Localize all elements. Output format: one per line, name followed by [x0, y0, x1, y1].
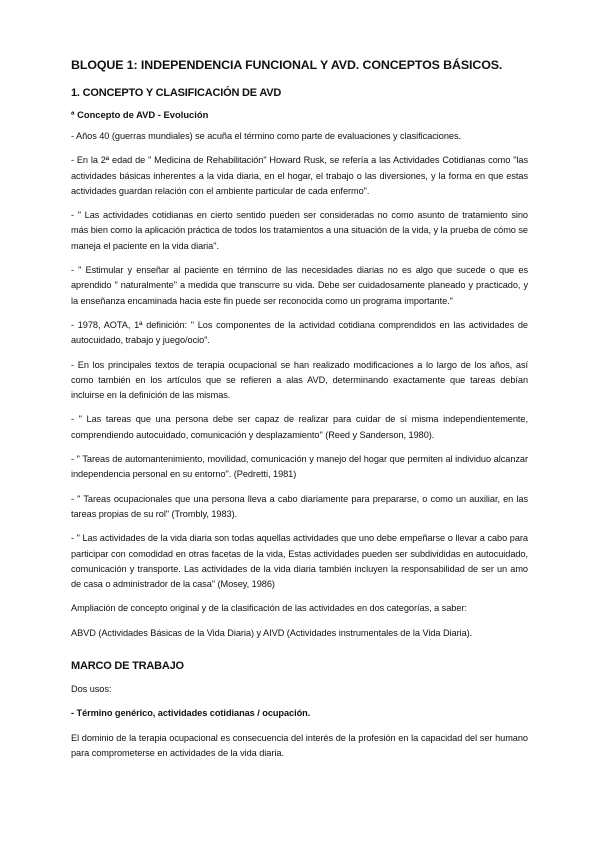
section-heading-concepto: 1. CONCEPTO Y CLASIFICACIÓN DE AVD: [71, 87, 282, 99]
paragraph: - " Tareas de automantenimiento, movilidad, comunicación y manejo del hogar que permiten al individuo alcanzar independencia personal en su entorno". (Pedretti, 1981): [71, 454, 528, 480]
paragraph: - " Las actividades cotidianas en cierto sentido pueden ser consideradas no como asunto de tratamiento sino más bien como la aplicación práctica de todos los tratamientos a una situación de la vida, y la prueba de cómo se maneja el paciente en la vida diaria".: [71, 210, 528, 251]
paragraph: - En los principales textos de terapia ocupacional se han realizado modificaciones a lo largo de los años, así como también en los artículos que se refieren a alas AVD, determinando exactamente que tareas debían incluirse en la definición de las mismas.: [71, 359, 528, 401]
paragraph: - En la 2ª edad de " Medicina de Rehabilitación" Howard Rusk, se refería a las Actividades Cotidianas como "las actividades básicas inherentes a la vida diaria, en el hogar, el trabajo o las diversiones, y la forma en que estas actividades guardan relación con el ambiente particular de cada enfermo".: [71, 155, 528, 196]
paragraph: - 1978, AOTA, 1ª definición: " Los componentes de la actividad cotidiana comprendidos en las actividades de autocuidado, trabajo y juego/ocio".: [71, 319, 528, 346]
subsection-heading-evolucion: ª Concepto de AVD - Evolución: [71, 109, 209, 120]
paragraph: - " Las actividades de la vida diaria son todas aquellas actividades que uno debe empeñarse o llevar a cabo para participar con comodidad en otras facetas de la vida, Estas actividades pueden ser subdivididas en autocuidado, comunicación y transporte. Las actividades de la vida diaria también incluyen la responsabilidad de ser un amo de casa o administrador de la casa" (Mosey, 1986): [71, 533, 528, 590]
section-heading-marco: MARCO DE TRABAJO: [71, 660, 184, 673]
paragraph: - Años 40 (guerras mundiales) se acuña el término como parte de evaluaciones y clasificaciones.: [71, 131, 462, 141]
paragraph: - " Estimular y enseñar al paciente en término de las necesidades diarias no es algo que sucede o que es aprendido " naturalmente" a medida que transcurre su vida. Debe ser cuidadosamente planeado y practicado, y la enseñanza encaminada hacia este fin puede ser reconocida como un programa importante.": [71, 265, 528, 306]
section-intro: Dos usos:: [71, 684, 112, 695]
paragraph: Ampliación de concepto original y de la clasificación de las actividades en dos categorías, a saber:: [71, 603, 467, 614]
paragraph: - " Las tareas que una persona debe ser capaz de realizar para cuidar de sí misma independientemente, comprendiendo autocuidado, comunicación y desplazamiento" (Reed y Sanderson, 1980).: [71, 414, 528, 440]
document-title: BLOQUE 1: INDEPENDENCIA FUNCIONAL Y AVD. CONCEPTOS BÁSICOS.: [71, 58, 503, 72]
paragraph: El dominio de la terapia ocupacional es consecuencia del interés de la profesión en la capacidad del ser humano para comprometerse en actividades de la vida diaria.: [71, 732, 528, 758]
paragraph: - " Tareas ocupacionales que una persona lleva a cabo diariamente para prepararse, o como un auxiliar, en las tareas propias de su rol" (Trombly, 1983).: [71, 493, 528, 519]
section-bullet: - Término genérico, actividades cotidianas / ocupación.: [71, 708, 311, 719]
paragraph: ABVD (Actividades Básicas de la Vida Diaria) y AIVD (Actividades instrumentales de la Vida Diaria).: [71, 627, 473, 638]
